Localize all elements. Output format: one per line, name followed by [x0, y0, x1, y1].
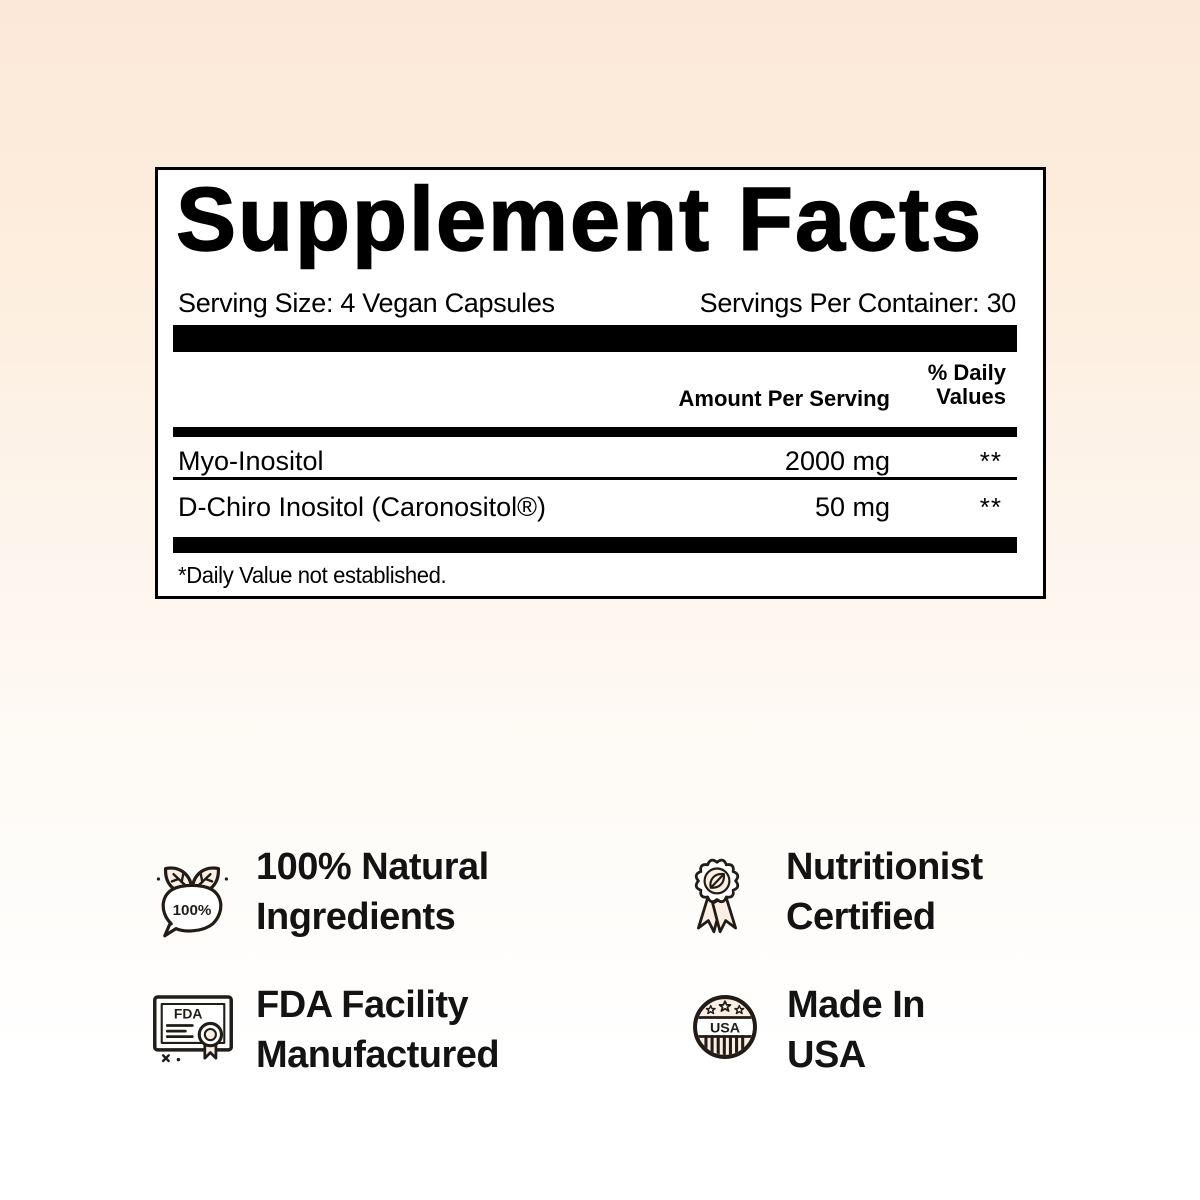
rosette-leaf-icon [686, 851, 748, 935]
ingredient-daily-value: ** [979, 492, 1002, 522]
column-header-daily-values: % Daily Values [927, 360, 1006, 409]
mark-x [163, 1055, 169, 1061]
serving-info-row [158, 287, 1043, 319]
thick-divider-bottom [173, 537, 1017, 553]
seal-circle-inner [205, 1029, 216, 1040]
table-row [158, 446, 1043, 480]
thin-divider-row [173, 477, 1017, 480]
fda-certificate-icon [152, 994, 234, 1064]
dot-right [225, 877, 228, 880]
dot-left [157, 877, 160, 880]
serving-size-text: Serving Size: 4 Vegan Capsules [178, 287, 555, 318]
panel-title: Supplement Facts [176, 170, 984, 270]
feature-made-in-usa: Made In USA [787, 984, 925, 1076]
ingredient-amount: 50 mg [814, 492, 890, 522]
feature-fda-facility: FDA Facility Manufactured [256, 984, 500, 1076]
medium-divider-header [173, 427, 1017, 437]
footnote-text: *Daily Value not established. [178, 562, 447, 588]
servings-per-container-text: Servings Per Container: 30 [699, 287, 1016, 318]
ingredient-daily-value: ** [979, 446, 1002, 476]
leaves-100-percent-icon [152, 855, 232, 939]
ingredient-name: Myo-Inositol [178, 446, 324, 476]
thick-divider-top [173, 325, 1017, 352]
column-header-amount: Amount Per Serving [678, 386, 890, 411]
icon-label: FDA [173, 1005, 203, 1022]
table-row [158, 492, 1043, 526]
icon-label: USA [709, 1020, 741, 1037]
feature-natural-ingredients: 100% Natural Ingredients [256, 846, 489, 938]
ingredient-name: D-Chiro Inositol (Caronositol®) [178, 492, 547, 522]
ingredient-amount: 2000 mg [784, 446, 890, 476]
icon-label: 100% [172, 902, 212, 919]
usa-stamp-icon [691, 993, 759, 1061]
supplement-facts-panel [155, 167, 1046, 599]
feature-nutritionist-certified: Nutritionist Certified [786, 846, 983, 938]
mark-dot [177, 1058, 180, 1061]
